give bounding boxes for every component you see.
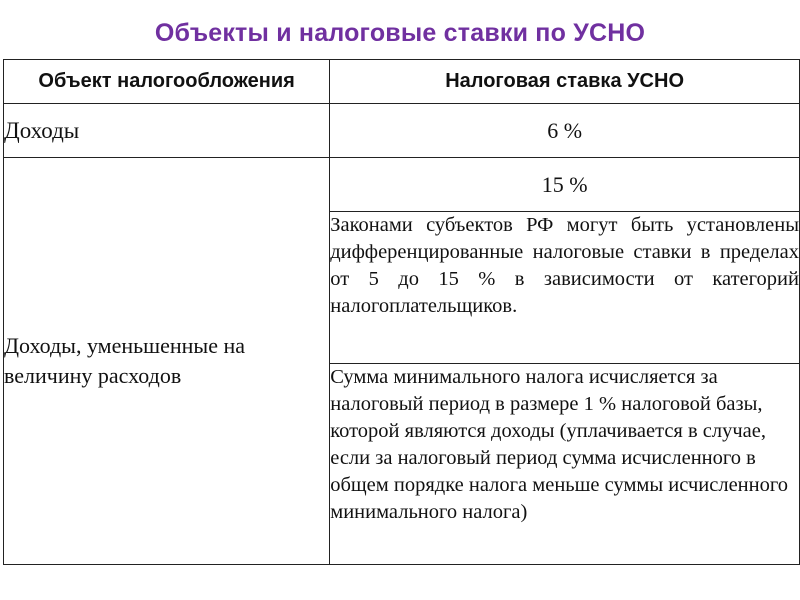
- header-rate: Налоговая ставка УСНО: [330, 60, 800, 104]
- tax-rates-table: [3, 59, 800, 565]
- header-object: Объект налогообложения: [4, 60, 330, 104]
- cell-note-minimum-tax: Сумма минимального налога исчисляется за налоговый период в размере 1 % налоговой базы, которой являются доходы (уплачивается в случае, если за налоговый период сумма исчисленного в общем порядке налога меньше суммы исчисленного минимального налога): [330, 364, 800, 565]
- cell-object-income: Доходы: [4, 104, 330, 158]
- table-row: [4, 104, 800, 158]
- table-row: [4, 158, 800, 212]
- table-header-row: [4, 60, 800, 104]
- cell-rate-15: 15 %: [330, 158, 800, 212]
- cell-note-regions: Законами субъектов РФ могут быть установлены дифференцированные налоговые ставки в пределах от 5 до 15 % в зависимости от категорий налогоплательщиков.: [330, 212, 800, 364]
- cell-object-income-minus-expenses: Доходы, уменьшенные на величину расходов: [4, 158, 330, 565]
- cell-rate-income: 6 %: [330, 104, 800, 158]
- page-title: Объекты и налоговые ставки по УСНО: [154, 19, 646, 47]
